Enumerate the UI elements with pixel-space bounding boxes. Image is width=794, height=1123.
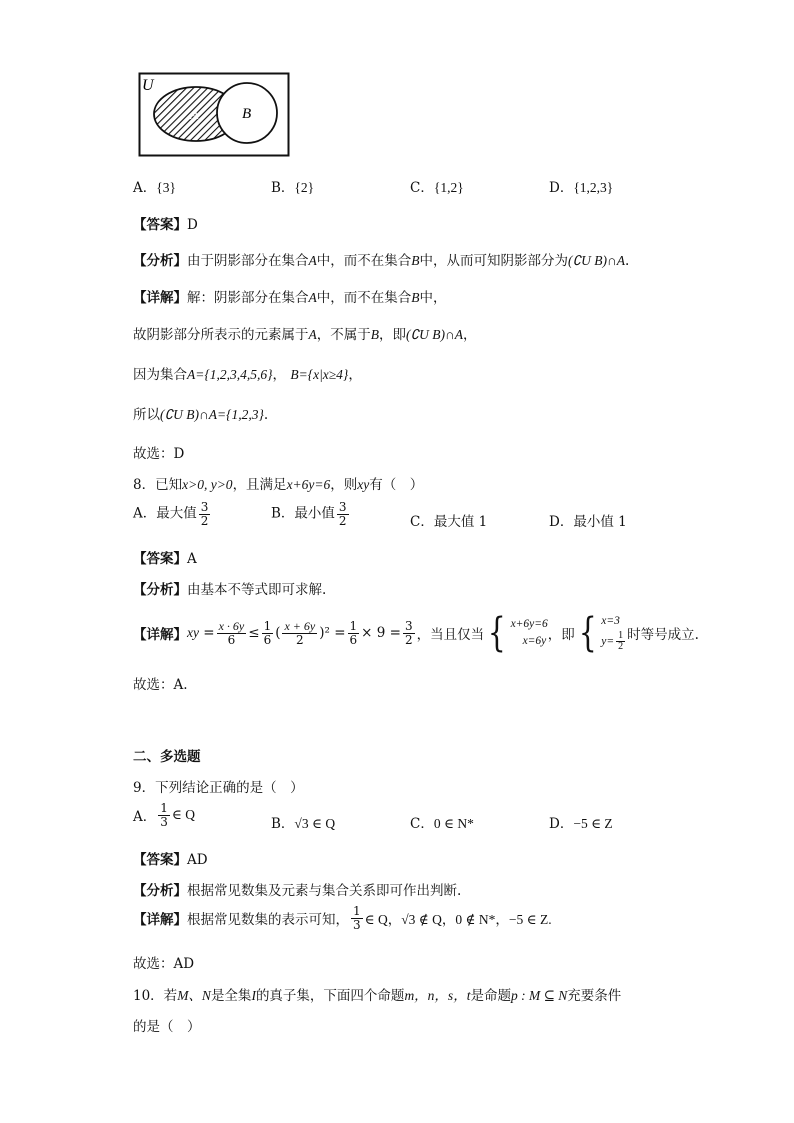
q9-conclusion: 故选：AD — [133, 956, 195, 972]
q7-option-d: D．{1,2,3} — [549, 180, 614, 196]
q9-answer: 【答案】AD — [133, 852, 208, 868]
q9-analysis: 【分析】根据常见数集及元素与集合关系即可作出判断. — [133, 883, 462, 899]
q7-option-c: C．{1,2} — [410, 180, 464, 196]
q7-detail-line4: 所以(∁U B)∩A={1,2,3}. — [133, 407, 269, 423]
q7-option-b: B．{2} — [271, 180, 315, 196]
q7-analysis: 【分析】由于阴影部分在集合A中，而不在集合B中，从而可知阴影部分为(∁U B)∩A. — [133, 253, 630, 269]
q9-option-b: B．√3 ∈ Q — [271, 816, 336, 832]
label-b: B — [242, 106, 252, 122]
q10-stem-line2: 的是（ ） — [133, 1019, 201, 1035]
q8-option-b: B．最小值 $\frac{3}{2}$ — [271, 500, 347, 528]
q10-stem-line1: 10．若M、N是全集I的真子集，下面四个命题m，n，s，t是命题p : M ⊆ N充要条件 — [133, 988, 622, 1004]
q8-option-c: C．最大值 1 — [410, 514, 488, 530]
section-title-multiple-choice: 二、多选题 — [133, 749, 201, 765]
q7-detail-line2: 故阴影部分所表示的元素属于A，不属于B，即(∁U B)∩A， — [133, 327, 477, 343]
q8-stem: 8．已知x>0, y>0，且满足x+6y=6，则xy有（ ） — [133, 477, 424, 493]
q9-detail: 【详解】 根据常见数集的表示可知， $\frac{1}{3}$ ∈ Q，√3 ∉ Q，0 ∉ N*，−5 ∈ Z. — [133, 904, 552, 932]
q7-detail-line1: 【详解】解：阴影部分在集合A中，而不在集合B中， — [133, 290, 447, 306]
venn-diagram — [138, 72, 290, 158]
label-a: A — [190, 108, 199, 123]
q7-option-a: A．{3} — [133, 180, 176, 196]
q7-conclusion: 故选：D — [133, 446, 185, 462]
q7-detail-line3: 因为集合A={1,2,3,4,5,6}， B={x|x≥4}， — [133, 367, 362, 383]
q8-option-d: D．最小值 1 — [549, 514, 627, 530]
q9-option-d: D．−5 ∈ Z — [549, 816, 613, 832]
label-u: U — [142, 77, 154, 94]
q9-option-a: A． $\frac{1}{3}$ ∈ Q — [133, 801, 196, 829]
q8-answer: 【答案】A — [133, 551, 197, 567]
q9-stem: 9．下列结论正确的是（ ） — [133, 780, 304, 796]
q9-option-c: C．0 ∈ N* — [410, 816, 474, 832]
q8-detail: 【详解】 xy = $\frac{x \cdot 6y}{6}$ ≤ $\frac{1}{6}$ ( $\frac{x + 6y}{2}$ )² = $\frac{1}{6}$ × 9 = $\frac{3}{2}$ ，当且仅当 { x+6y=6 x=6y ，即 { x=3 y= $\frac{1}{2}$ 时等号成立. — [133, 610, 699, 656]
q8-conclusion: 故选：A. — [133, 677, 188, 693]
q7-answer: 【答案】D — [133, 217, 198, 233]
q8-analysis: 【分析】由基本不等式即可求解. — [133, 582, 327, 598]
q8-option-a: A．最大值 $\frac{3}{2}$ — [133, 500, 209, 528]
